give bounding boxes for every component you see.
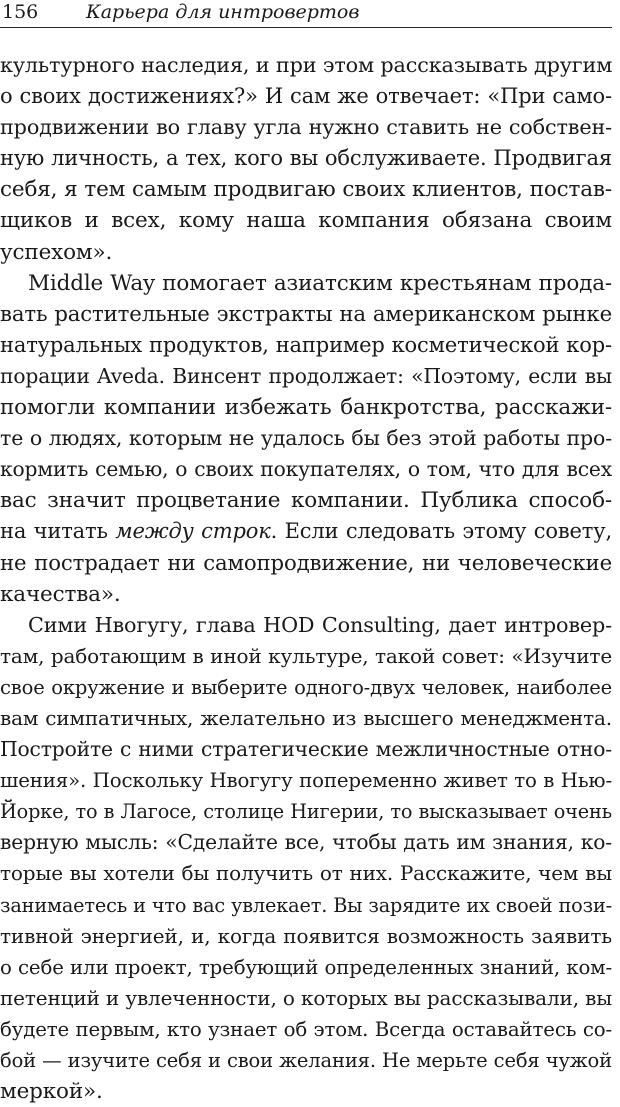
text-line: порации Aveda. Винсент продолжает: «Поэтому, если вы [0,363,612,388]
text-line: те о людях, которым не удалось бы без этой работы про- [0,426,612,451]
text-line: петенций и увлеченности, о которых вы рассказывали, вы [0,985,612,1010]
text-line: вам симпатичных, желательно из высшего менеджмента. [0,705,612,730]
text-line: о себе или проект, требующий определенных знаний, ком- [0,955,612,979]
text-line: тивной энергией, и, когда появится возможность заявить [0,923,612,948]
body-text [0,50,612,1107]
text-line: меркой». [0,1079,103,1105]
running-title: Карьера для интровертов [86,1,360,23]
italic-phrase: между строк [115,519,271,544]
text-line: бой — изучите себя и свои желания. Не мерьте себя чужой [0,1049,612,1072]
text-line: кормить семью, о своих покупателях, о том, что для всех [0,457,612,482]
text-line: вас значит процветание компании. Публика способ- [0,488,612,514]
text-line: культурного наследия, и при этом рассказывать другим [0,53,613,77]
text-segment: на читать [0,519,116,544]
text-line: Middle Way помогает азиатским крестьянам прода- [28,270,612,296]
text-line: ную личность, а тех, кого вы обслуживаете. Продвигая [0,146,612,171]
text-line: Сими Нвогугу, глава HOD Consulting, дает интровер- [28,612,612,637]
running-header [0,0,612,28]
text-line: там, работающим в иной культуре, такой совет: «Изучите [0,643,612,668]
text-line: успехом». [0,239,113,265]
text-line: Постройте с ними стратегические межличностные отно- [0,737,612,762]
text-line [0,516,612,547]
text-line: верную мысль: «Сделайте все, чтобы дать им знания, ко- [0,830,612,855]
page-number: 156 [2,1,39,23]
text-line: не пострадает ни самопродвижение, ни человеческие [0,550,612,576]
text-line: качества». [0,581,121,607]
text-line: о своих достижениях?» И сам же отвечает: «При само- [0,84,612,109]
text-line: себя, я тем самым продвигаю своих клиентов, постав- [0,177,612,203]
text-line: щиков и всех, кому наша компания обязана своим [0,208,612,234]
text-line: помогли компании избежать банкротства, расскажи- [0,395,612,421]
text-line: вать растительные экстракты на американском рынке [0,301,612,327]
text-line: будете первым, кто узнает об этом. Всегда оставайтесь со- [0,1017,612,1041]
text-line: занимаетесь и что вас увлекает. Вы зарядите их своей пози- [0,893,612,917]
text-segment: . Если следовать этому совету, [270,519,613,544]
text-line: торые вы хотели бы получить от них. Расскажите, чем вы [0,861,612,886]
text-line: натуральных продуктов, например косметической кор- [0,332,612,357]
text-line: Йорке, то в Лагосе, столице Нигерии, то высказывает очень [0,800,612,824]
text-line: продвижении во главу угла нужно ставить не собствен- [0,115,612,140]
text-line: шения». Поскольку Нвогугу попеременно живет то в Нью- [0,769,612,793]
text-line: свое окружение и выберите одного-двух человек, наиболее [0,675,612,699]
